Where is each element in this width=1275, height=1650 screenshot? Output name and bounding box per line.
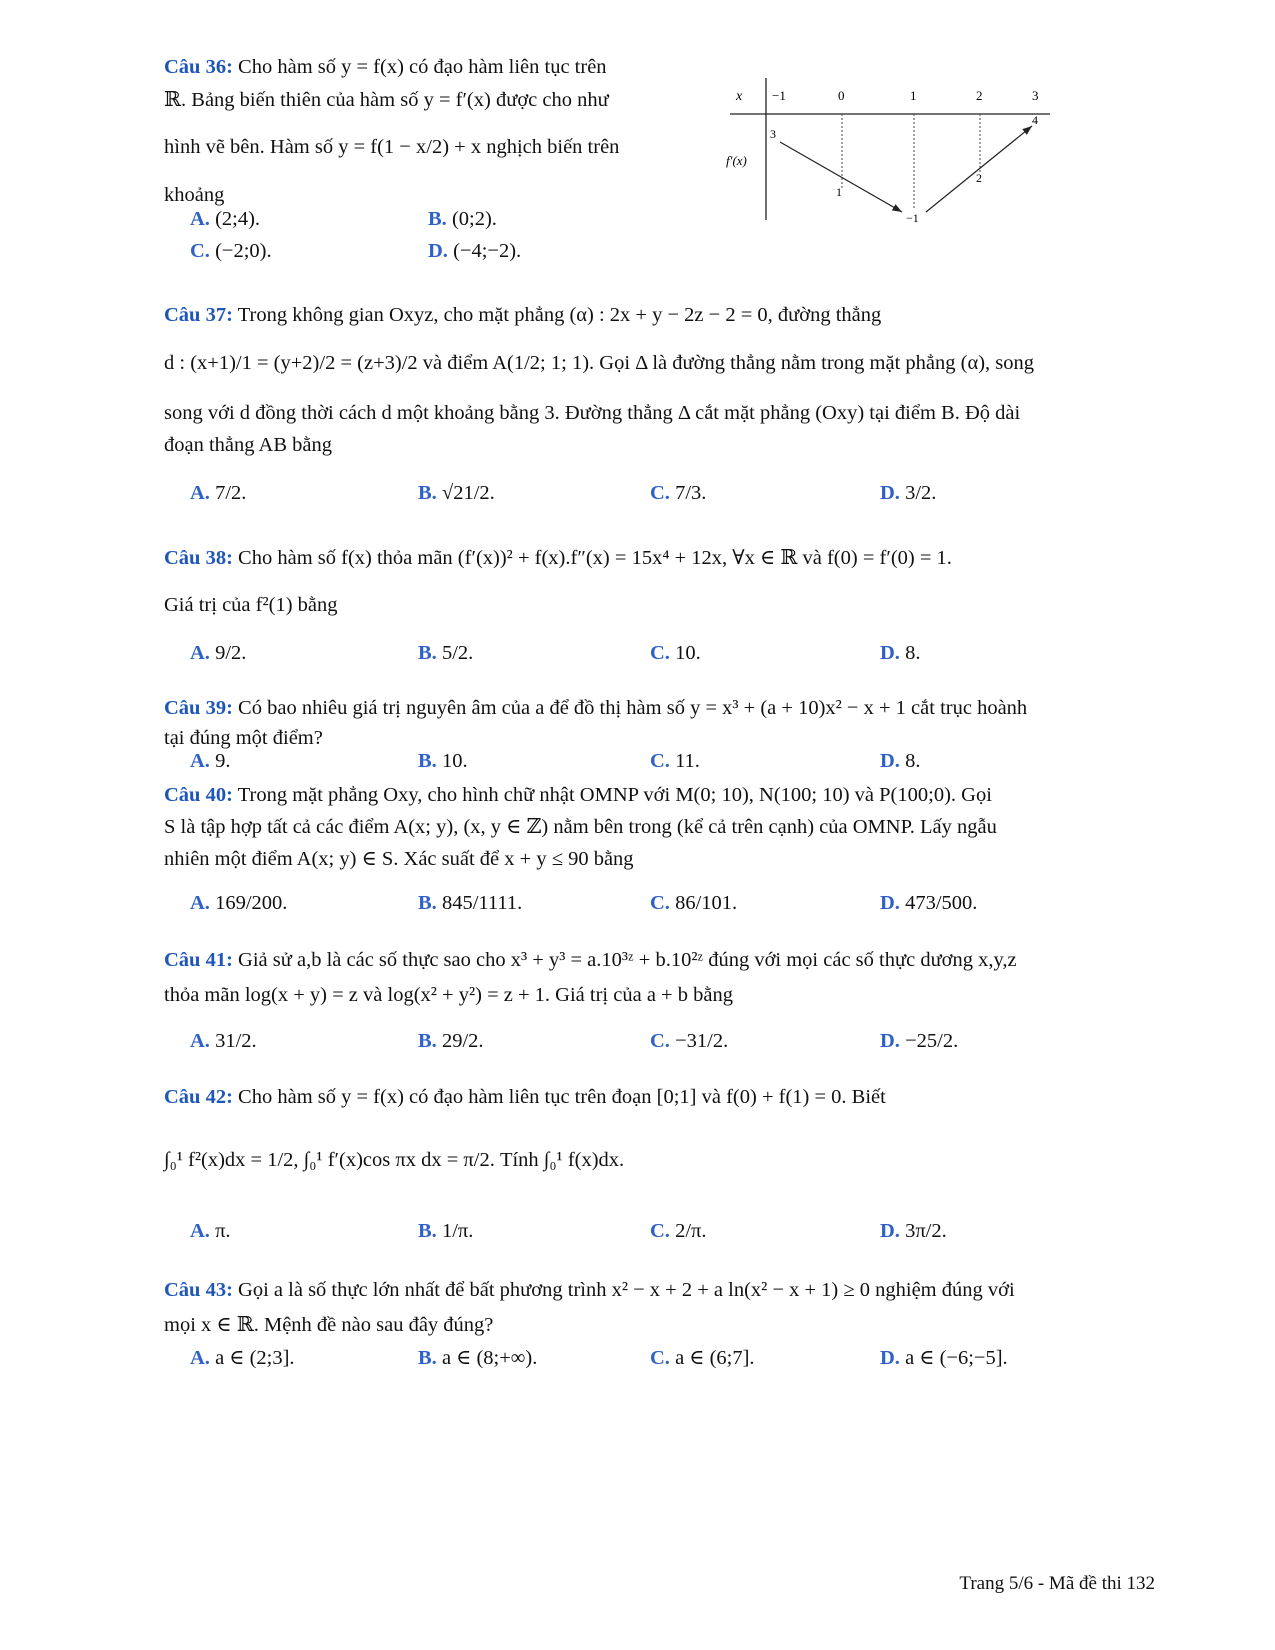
q42-number: Câu 42:: [164, 1086, 233, 1108]
option-label: C.: [650, 1347, 670, 1369]
option-label: B.: [428, 208, 447, 230]
option-label: C.: [650, 642, 670, 664]
option-label: D.: [880, 1030, 900, 1052]
q37-text-1: Trong không gian Oxyz, cho mặt phẳng (α) : 2x + y − 2z − 2 = 0, đường thẳng: [237, 304, 882, 326]
q43-option-c[interactable]: [650, 1345, 755, 1370]
option-label: B.: [418, 892, 437, 914]
q40-text-1: Trong mặt phẳng Oxy, cho hình chữ nhật OMNP với M(0; 10), N(100; 10) và P(100;0). Gọi: [237, 784, 992, 806]
q37-text-3: song với d đồng thời cách d một khoảng bằng 3. Đường thẳng Δ cắt mặt phẳng (Oxy) tại điểm B. Độ dài: [164, 402, 1021, 424]
q37-option-d[interactable]: [880, 482, 936, 505]
option-value: 1/π.: [441, 1220, 474, 1242]
q41-line1: [164, 945, 1164, 975]
q36-text-3: hình vẽ bên. Hàm số y = f(1 − x/2) + x nghịch biến trên: [164, 136, 620, 158]
q38-text-1: Cho hàm số f(x) thỏa mãn (f′(x))² + f(x).f″(x) = 15x⁴ + 12x, ∀x ∈ ℝ và f(0) = f′(0) = 1.: [238, 547, 952, 569]
option-value: √21/2.: [441, 482, 495, 504]
option-label: D.: [880, 750, 900, 772]
table-f-value: 3: [770, 127, 776, 141]
option-value: (−4;−2).: [453, 240, 522, 262]
q37-option-c[interactable]: [650, 482, 706, 505]
option-label: B.: [418, 750, 437, 772]
option-value: 7/2.: [215, 482, 247, 504]
option-value: a ∈ (−6;−5].: [905, 1347, 1008, 1369]
option-label: B.: [418, 482, 437, 504]
q37-text-4: đoạn thẳng AB bằng: [164, 434, 332, 456]
option-value: a ∈ (2;3].: [215, 1347, 295, 1369]
q40-text-2: S là tập hợp tất cả các điểm A(x; y), (x, y ∈ ℤ) nằm bên trong (kể cả trên cạnh) của OMNP. Lấy ngẫu: [164, 816, 997, 838]
q41-option-c[interactable]: [650, 1030, 728, 1053]
table-x-value: 1: [910, 88, 917, 103]
option-label: D.: [880, 1220, 900, 1242]
q39-line1: [164, 693, 1164, 723]
q36-option-a[interactable]: [190, 208, 260, 231]
option-label: D.: [880, 892, 900, 914]
option-value: 9/2.: [215, 642, 247, 664]
page-footer: Trang 5/6 - Mã đề thi 132: [959, 1573, 1155, 1594]
q39-number: Câu 39:: [164, 697, 233, 719]
option-label: B.: [418, 1030, 437, 1052]
q40-text-3: nhiên một điểm A(x; y) ∈ S. Xác suất để x + y ≤ 90 bằng: [164, 848, 634, 870]
q43-option-a[interactable]: [190, 1345, 295, 1370]
table-x-label: x: [736, 89, 743, 104]
option-value: 473/500.: [905, 892, 978, 914]
q38-option-b[interactable]: [418, 642, 473, 665]
option-label: C.: [650, 482, 670, 504]
option-label: C.: [650, 1030, 670, 1052]
option-label: C.: [650, 750, 670, 772]
q36-option-b[interactable]: [428, 208, 497, 231]
option-value: (0;2).: [451, 208, 497, 230]
q37-option-a[interactable]: [190, 482, 246, 505]
q42-text-2: ∫₀¹ f²(x)dx = 1/2, ∫₀¹ f′(x)cos πx dx = π/2. Tính ∫₀¹ f(x)dx.: [164, 1149, 625, 1171]
option-label: B.: [418, 1347, 437, 1369]
q43-text-2: mọi x ∈ ℝ. Mệnh đề nào sau đây đúng?: [164, 1314, 494, 1336]
decreasing-arrow: [780, 142, 902, 212]
q40-number: Câu 40:: [164, 784, 233, 806]
option-label: A.: [190, 1030, 210, 1052]
option-label: A.: [190, 1347, 210, 1369]
table-f-value: 4: [1032, 113, 1038, 127]
q39-option-c[interactable]: [650, 750, 700, 773]
increasing-arrow: [926, 126, 1032, 212]
q38-option-c[interactable]: [650, 642, 701, 665]
q39-option-d[interactable]: [880, 750, 920, 773]
q41-text-2: thỏa mãn log(x + y) = z và log(x² + y²) = z + 1. Giá trị của a + b bằng: [164, 984, 733, 1006]
q37-option-b[interactable]: [418, 482, 495, 505]
q43-line1: [164, 1275, 1164, 1305]
option-value: 9.: [215, 750, 231, 772]
option-value: 8.: [905, 750, 921, 772]
q41-number: Câu 41:: [164, 949, 233, 971]
option-value: 11.: [675, 750, 700, 772]
table-x-value: −1: [772, 88, 786, 103]
q36-number: Câu 36:: [164, 56, 233, 78]
q41-option-d[interactable]: [880, 1030, 958, 1053]
option-value: 7/3.: [675, 482, 707, 504]
option-value: 8.: [905, 642, 921, 664]
option-value: 31/2.: [215, 1030, 257, 1052]
q42-option-b[interactable]: [418, 1220, 473, 1243]
q41-option-a[interactable]: [190, 1030, 257, 1053]
q37-text-2: d : (x+1)/1 = (y+2)/2 = (z+3)/2 và điểm A(1/2; 1; 1). Gọi Δ là đường thẳng nằm trong mặt phẳng (α), song: [164, 352, 1035, 374]
q36-option-c[interactable]: [190, 240, 272, 263]
q36-text-1: Cho hàm số y = f(x) có đạo hàm liên tục trên: [238, 56, 607, 78]
table-fx-label: f′(x): [726, 153, 747, 168]
option-value: a ∈ (8;+∞).: [441, 1347, 538, 1369]
q40-option-b[interactable]: [418, 892, 522, 915]
option-value: 2/π.: [675, 1220, 707, 1242]
q36-text-2: ℝ. Bảng biến thiên của hàm số y = f′(x) được cho như: [164, 89, 609, 111]
option-value: −25/2.: [905, 1030, 959, 1052]
q43-text-1: Gọi a là số thực lớn nhất để bất phương trình x² − x + 2 + a ln(x² − x + 1) ≥ 0 nghiệm đúng với: [238, 1279, 1015, 1301]
option-label: A.: [190, 892, 210, 914]
option-label: C.: [190, 240, 210, 262]
table-f-value: 2: [976, 171, 982, 185]
option-value: π.: [215, 1220, 231, 1242]
option-label: C.: [650, 1220, 670, 1242]
q40-option-d[interactable]: [880, 892, 977, 915]
table-x-value: 0: [838, 88, 845, 103]
q42-option-a[interactable]: [190, 1220, 231, 1243]
option-label: A.: [190, 642, 210, 664]
q42-option-d[interactable]: [880, 1220, 947, 1243]
q41-option-b[interactable]: [418, 1030, 484, 1053]
q42-line1: [164, 1082, 1164, 1112]
q42-text-1: Cho hàm số y = f(x) có đạo hàm liên tục trên đoạn [0;1] và f(0) + f(1) = 0. Biết: [238, 1086, 886, 1108]
option-label: A.: [190, 208, 210, 230]
option-value: (2;4).: [215, 208, 261, 230]
q39-text-2: tại đúng một điểm?: [164, 727, 323, 749]
q37-line1: [164, 300, 1164, 330]
q43-option-d[interactable]: [880, 1345, 1008, 1370]
variation-table: [720, 70, 1080, 240]
q39-option-a[interactable]: [190, 750, 230, 773]
option-value: 3π/2.: [905, 1220, 947, 1242]
option-label: D.: [880, 482, 900, 504]
option-value: 86/101.: [675, 892, 738, 914]
option-label: B.: [418, 642, 437, 664]
option-label: D.: [880, 642, 900, 664]
q43-number: Câu 43:: [164, 1279, 233, 1301]
option-label: A.: [190, 750, 210, 772]
option-value: 169/200.: [215, 892, 288, 914]
q39-option-b[interactable]: [418, 750, 468, 773]
table-f-value: 1: [836, 185, 842, 199]
option-value: 29/2.: [441, 1030, 484, 1052]
q38-option-d[interactable]: [880, 642, 920, 665]
q37-number: Câu 37:: [164, 304, 233, 326]
q41-text-1: Giả sử a,b là các số thực sao cho x³ + y³ = a.10³ᶻ + b.10²ᶻ đúng với mọi các số thực dương x,y,z: [238, 949, 1017, 971]
q36-line1: [164, 52, 684, 82]
option-label: D.: [428, 240, 448, 262]
option-label: D.: [880, 1347, 900, 1369]
option-value: (−2;0).: [215, 240, 272, 262]
option-value: a ∈ (6;7].: [675, 1347, 755, 1369]
q42-option-c[interactable]: [650, 1220, 706, 1243]
option-value: 10.: [441, 750, 468, 772]
q36-text-4: khoảng: [164, 184, 225, 206]
table-x-value: 2: [976, 88, 983, 103]
option-value: 845/1111.: [441, 892, 523, 914]
option-label: C.: [650, 892, 670, 914]
option-value: 3/2.: [905, 482, 937, 504]
q39-text-1: Có bao nhiêu giá trị nguyên âm của a để đồ thị hàm số y = x³ + (a + 10)x² − x + 1 cắt trục hoành: [238, 697, 1028, 719]
option-value: 10.: [675, 642, 701, 664]
q40-option-a[interactable]: [190, 892, 287, 915]
option-label: A.: [190, 482, 210, 504]
q38-number: Câu 38:: [164, 547, 233, 569]
option-value: 5/2.: [441, 642, 474, 664]
q38-text-2: Giá trị của f²(1) bằng: [164, 594, 338, 616]
option-label: B.: [418, 1220, 437, 1242]
q43-option-b[interactable]: [418, 1345, 537, 1370]
q38-option-a[interactable]: [190, 642, 246, 665]
q40-option-c[interactable]: [650, 892, 737, 915]
option-value: −31/2.: [675, 1030, 729, 1052]
q38-line1: [164, 543, 1164, 573]
table-f-value: −1: [906, 211, 919, 225]
q40-line1: [164, 780, 1164, 810]
table-x-value: 3: [1032, 88, 1039, 103]
option-label: A.: [190, 1220, 210, 1242]
q36-option-d[interactable]: [428, 240, 521, 263]
